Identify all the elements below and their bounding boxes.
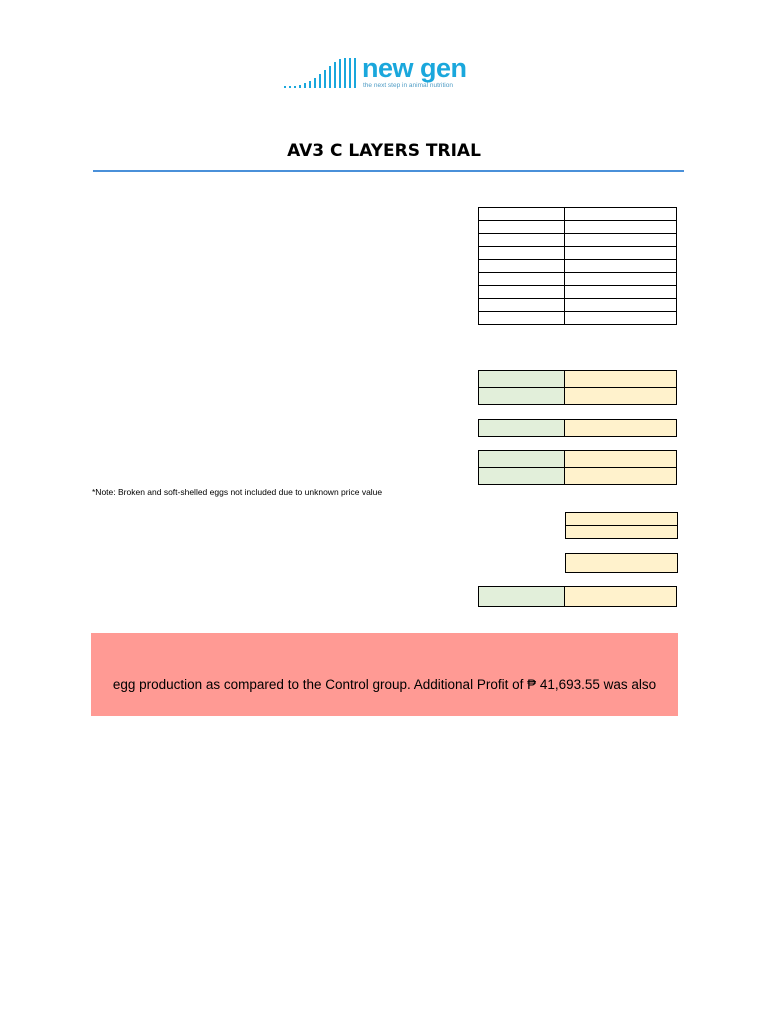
table-cell xyxy=(479,312,565,325)
logo-tagline: the next step in animal nutrition xyxy=(363,82,453,89)
additional-profit-table xyxy=(478,586,677,607)
title-divider xyxy=(93,170,684,172)
value-cell xyxy=(566,554,678,573)
table-cell xyxy=(565,299,677,312)
percent-table xyxy=(565,553,678,573)
table-cell xyxy=(565,273,677,286)
table-row xyxy=(479,420,677,437)
logo-wordmark: new gen xyxy=(362,53,467,83)
label-cell xyxy=(479,371,565,388)
conclusion-text: egg production as compared to the Control group. Additional Profit of ₱ 41,693.55 was also xyxy=(112,677,657,692)
table-row xyxy=(479,234,677,247)
table-cell xyxy=(479,260,565,273)
newgen-logo xyxy=(282,53,468,94)
label-cell xyxy=(479,388,565,405)
label-cell xyxy=(479,451,565,468)
conclusion-banner xyxy=(91,633,678,716)
table-cell xyxy=(479,286,565,299)
table-cell xyxy=(565,286,677,299)
value-cell xyxy=(565,371,677,388)
table-cell xyxy=(565,221,677,234)
logo-bars-icon xyxy=(282,56,362,90)
label-cell xyxy=(479,420,565,437)
profit-table xyxy=(478,450,677,485)
table-row xyxy=(479,388,677,405)
value-cell xyxy=(565,587,677,607)
table-row xyxy=(479,299,677,312)
table-row xyxy=(479,286,677,299)
table-row xyxy=(479,221,677,234)
table-cell xyxy=(565,234,677,247)
table-cell xyxy=(565,260,677,273)
table-cell xyxy=(479,208,565,221)
table-cell xyxy=(479,273,565,286)
value-cell xyxy=(565,468,677,485)
table-cell xyxy=(479,247,565,260)
value-cell xyxy=(565,451,677,468)
table-cell xyxy=(479,234,565,247)
table-row xyxy=(566,526,678,539)
table-row xyxy=(479,260,677,273)
table-cell xyxy=(479,299,565,312)
value-cell xyxy=(566,513,678,526)
note-text: *Note: Broken and soft-shelled eggs not included due to unknown price value xyxy=(92,487,383,497)
table-cell xyxy=(479,221,565,234)
cost-table xyxy=(478,419,677,437)
value-cell xyxy=(566,526,678,539)
table-row xyxy=(566,513,678,526)
table-row xyxy=(479,208,677,221)
table-cell xyxy=(565,247,677,260)
table-cell xyxy=(565,312,677,325)
label-cell xyxy=(479,587,565,607)
table-row xyxy=(479,247,677,260)
table-row xyxy=(479,451,677,468)
label-cell xyxy=(479,468,565,485)
table-row xyxy=(479,468,677,485)
value-cell xyxy=(565,420,677,437)
page-title: AV3 C LAYERS TRIAL xyxy=(287,141,481,161)
table-row xyxy=(479,273,677,286)
table-row xyxy=(566,554,678,573)
table-row xyxy=(479,312,677,325)
summary-table xyxy=(478,207,677,325)
difference-table xyxy=(565,512,678,539)
table-row xyxy=(479,371,677,388)
value-cell xyxy=(565,388,677,405)
table-cell xyxy=(565,208,677,221)
income-table xyxy=(478,370,677,405)
table-row xyxy=(479,587,677,607)
